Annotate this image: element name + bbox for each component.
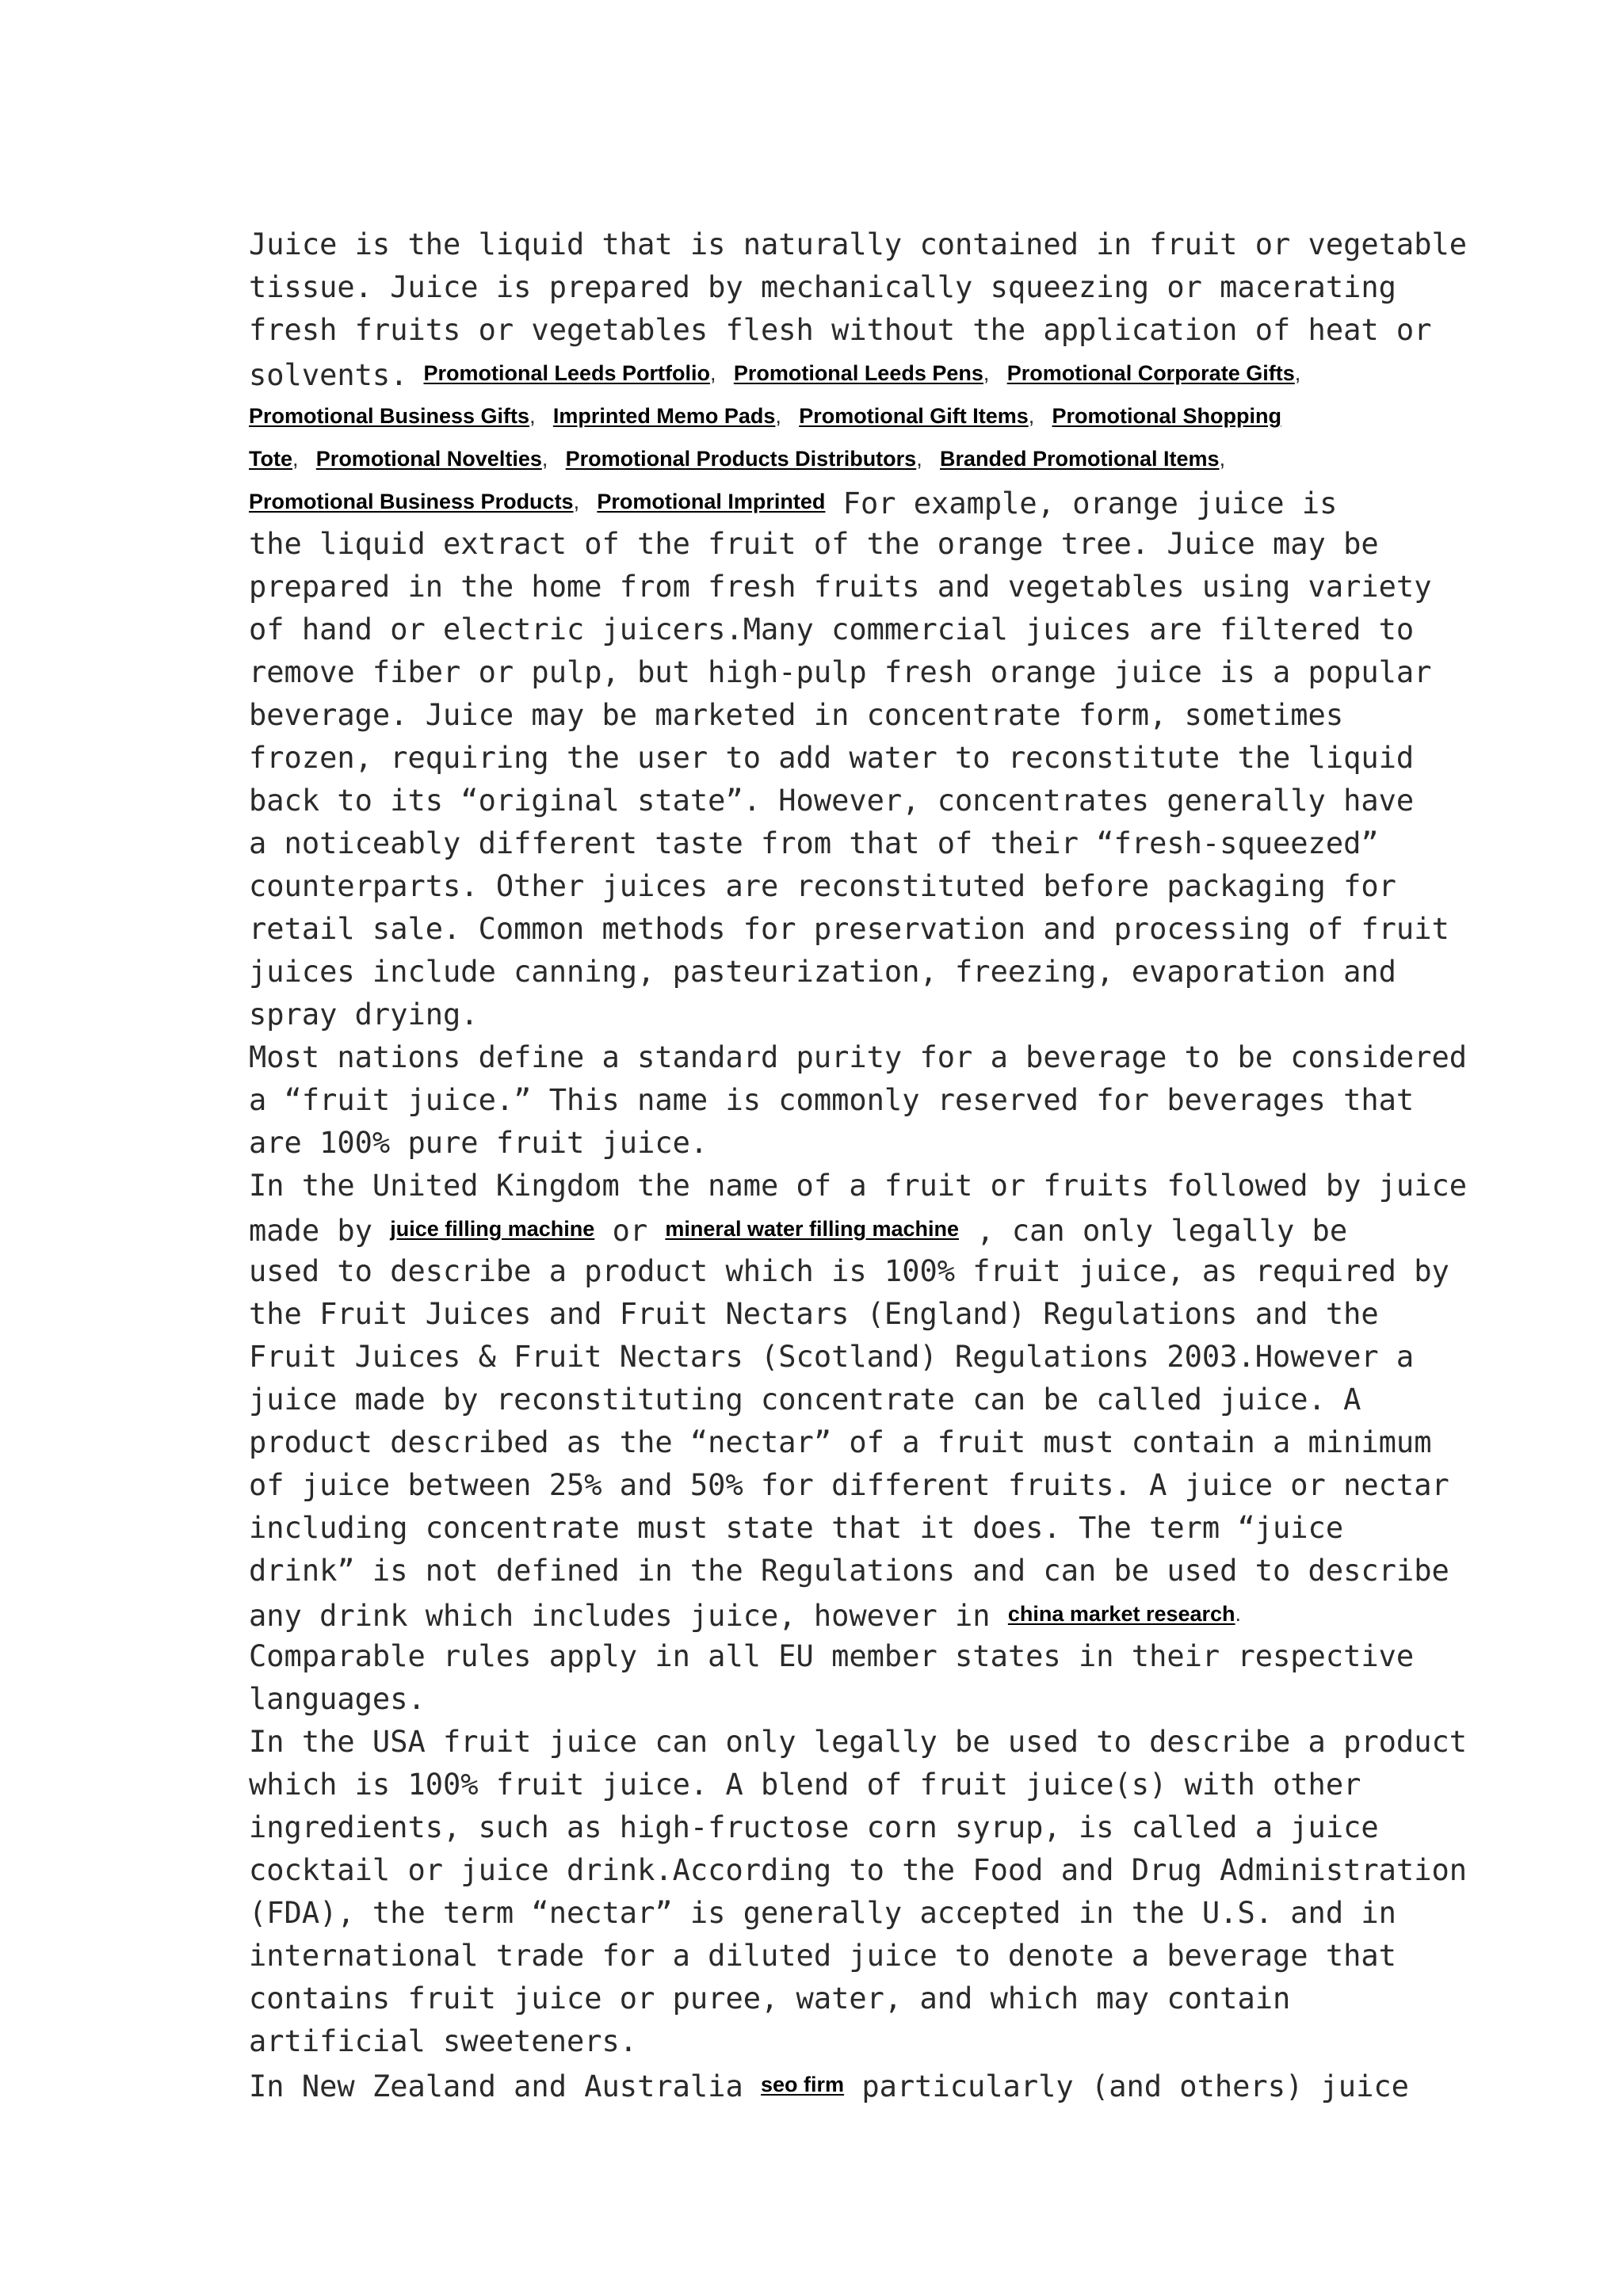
link-promotional-shopping-tote[interactable]: Promotional Shopping bbox=[1052, 404, 1282, 428]
text-span: made by bbox=[249, 1214, 372, 1248]
separator: , bbox=[775, 404, 781, 428]
text-line: are 100% pure fruit juice. bbox=[249, 1126, 708, 1160]
link-promotional-leeds-pens[interactable]: Promotional Leeds Pens bbox=[733, 361, 983, 385]
separator: , bbox=[1028, 404, 1035, 428]
link-juice-filling-machine[interactable]: juice filling machine bbox=[390, 1217, 595, 1241]
link-promotional-business-gifts[interactable]: Promotional Business Gifts bbox=[249, 404, 530, 428]
text-span: particularly (and others) juice bbox=[861, 2069, 1409, 2103]
text-line: cocktail or juice drink.According to the Food and Drug Administration bbox=[249, 1853, 1468, 1887]
text-line: juices include canning, pasteurization, freezing, evaporation and bbox=[249, 955, 1396, 989]
link-promotional-leeds-portfolio[interactable]: Promotional Leeds Portfolio bbox=[423, 361, 711, 385]
text-line bbox=[249, 437, 1406, 480]
text-line: fresh fruits or vegetables flesh without the application of heat or bbox=[249, 313, 1432, 347]
text-line: used to describe a product which is 100% fruit juice, as required by bbox=[249, 1254, 1449, 1288]
separator: , bbox=[1294, 361, 1301, 385]
text-line: which is 100% fruit juice. A blend of fruit juice(s) with other bbox=[249, 1768, 1361, 1802]
link-promotional-novelties[interactable]: Promotional Novelties bbox=[315, 447, 542, 471]
text-line: counterparts. Other juices are reconstituted before packaging for bbox=[249, 869, 1396, 903]
text-line: spray drying. bbox=[249, 997, 479, 1032]
text-line: a “fruit juice.” This name is commonly reserved for beverages that bbox=[249, 1083, 1415, 1117]
text-line: Juice is the liquid that is naturally contained in fruit or vegetable bbox=[249, 227, 1468, 261]
text-line: artificial sweeteners. bbox=[249, 2024, 638, 2058]
link-branded-promotional-items[interactable]: Branded Promotional Items bbox=[940, 447, 1220, 471]
text-line: the liquid extract of the fruit of the orange tree. Juice may be bbox=[249, 527, 1379, 561]
text-line bbox=[249, 352, 1406, 395]
text-line bbox=[249, 2063, 1409, 2106]
separator: , bbox=[573, 490, 580, 513]
text-line: Most nations define a standard purity for a beverage to be considered bbox=[249, 1040, 1468, 1074]
text-line bbox=[249, 480, 1406, 523]
text-line: product described as the “nectar” of a fruit must contain a minimum bbox=[249, 1425, 1432, 1459]
text-line: frozen, requiring the user to add water to reconstitute the liquid bbox=[249, 741, 1415, 775]
separator: , bbox=[541, 447, 548, 471]
link-china-market-research[interactable]: china market research bbox=[1007, 1602, 1235, 1626]
text-line: the Fruit Juices and Fruit Nectars (England) Regulations and the bbox=[249, 1297, 1379, 1331]
text-line: languages. bbox=[249, 1682, 426, 1716]
text-line: retail sale. Common methods for preservation and processing of fruit bbox=[249, 912, 1449, 946]
text-line bbox=[249, 395, 1406, 437]
text-line: back to its “original state”. However, concentrates generally have bbox=[249, 784, 1415, 818]
text-line: tissue. Juice is prepared by mechanically squeezing or macerating bbox=[249, 270, 1396, 304]
text-line: In the USA fruit juice can only legally be used to describe a product bbox=[249, 1725, 1468, 1759]
link-seo-firm[interactable]: seo firm bbox=[761, 2073, 845, 2096]
separator: , bbox=[710, 361, 716, 385]
separator: , bbox=[292, 447, 299, 471]
text-line: ingredients, such as high-fructose corn syrup, is called a juice bbox=[249, 1810, 1379, 1844]
text-span: any drink which includes juice, however in bbox=[249, 1599, 991, 1633]
text-line bbox=[249, 1207, 1406, 1250]
link-promotional-shopping-tote-cont[interactable]: Tote bbox=[249, 447, 292, 471]
link-promotional-corporate-gifts[interactable]: Promotional Corporate Gifts bbox=[1006, 361, 1295, 385]
text-line: including concentrate must state that it does. The term “juice bbox=[249, 1511, 1344, 1545]
text-span: or bbox=[612, 1214, 648, 1248]
separator: , bbox=[1219, 447, 1226, 471]
link-promotional-products-distributors[interactable]: Promotional Products Distributors bbox=[565, 447, 917, 471]
text-line bbox=[249, 1592, 1406, 1635]
link-promotional-gift-items[interactable]: Promotional Gift Items bbox=[799, 404, 1029, 428]
separator: , bbox=[916, 447, 922, 471]
text-line: of hand or electric juicers.Many commercial juices are filtered to bbox=[249, 612, 1415, 646]
text-line: international trade for a diluted juice to denote a beverage that bbox=[249, 1939, 1396, 1973]
text-line: (FDA), the term “nectar” is generally accepted in the U.S. and in bbox=[249, 1896, 1396, 1930]
text-line: Fruit Juices & Fruit Nectars (Scotland) Regulations 2003.However a bbox=[249, 1340, 1415, 1374]
document-body bbox=[249, 223, 1468, 2106]
text-span: For example, orange juice is bbox=[825, 486, 1338, 521]
text-line: prepared in the home from fresh fruits and vegetables using variety bbox=[249, 570, 1432, 604]
text-span: In New Zealand and Australia bbox=[249, 2069, 743, 2103]
text-line: In the United Kingdom the name of a fruit or fruits followed by juice bbox=[249, 1169, 1468, 1203]
link-promotional-imprinted[interactable]: Promotional Imprinted bbox=[597, 490, 826, 513]
link-promotional-business-products[interactable]: Promotional Business Products bbox=[249, 490, 574, 513]
text-line: drink” is not defined in the Regulations and can be used to describe bbox=[249, 1554, 1449, 1588]
text-line: juice made by reconstituting concentrate can be called juice. A bbox=[249, 1383, 1361, 1417]
link-mineral-water-filling-machine[interactable]: mineral water filling machine bbox=[665, 1217, 960, 1241]
period: . bbox=[1235, 1602, 1242, 1626]
text-line: of juice between 25% and 50% for different fruits. A juice or nectar bbox=[249, 1468, 1449, 1502]
text-span: , can only legally be bbox=[976, 1214, 1348, 1248]
text-line: Comparable rules apply in all EU member states in their respective bbox=[249, 1639, 1415, 1673]
text-line: remove fiber or pulp, but high-pulp fresh orange juice is a popular bbox=[249, 655, 1432, 689]
text-line: beverage. Juice may be marketed in concentrate form, sometimes bbox=[249, 698, 1344, 732]
separator: , bbox=[983, 361, 990, 385]
separator: , bbox=[529, 404, 536, 428]
text-line: a noticeably different taste from that of their “fresh-squeezed” bbox=[249, 826, 1379, 860]
link-imprinted-memo-pads[interactable]: Imprinted Memo Pads bbox=[552, 404, 776, 428]
text-line: contains fruit juice or puree, water, and which may contain bbox=[249, 1981, 1291, 2016]
text-span: solvents. bbox=[249, 358, 408, 392]
